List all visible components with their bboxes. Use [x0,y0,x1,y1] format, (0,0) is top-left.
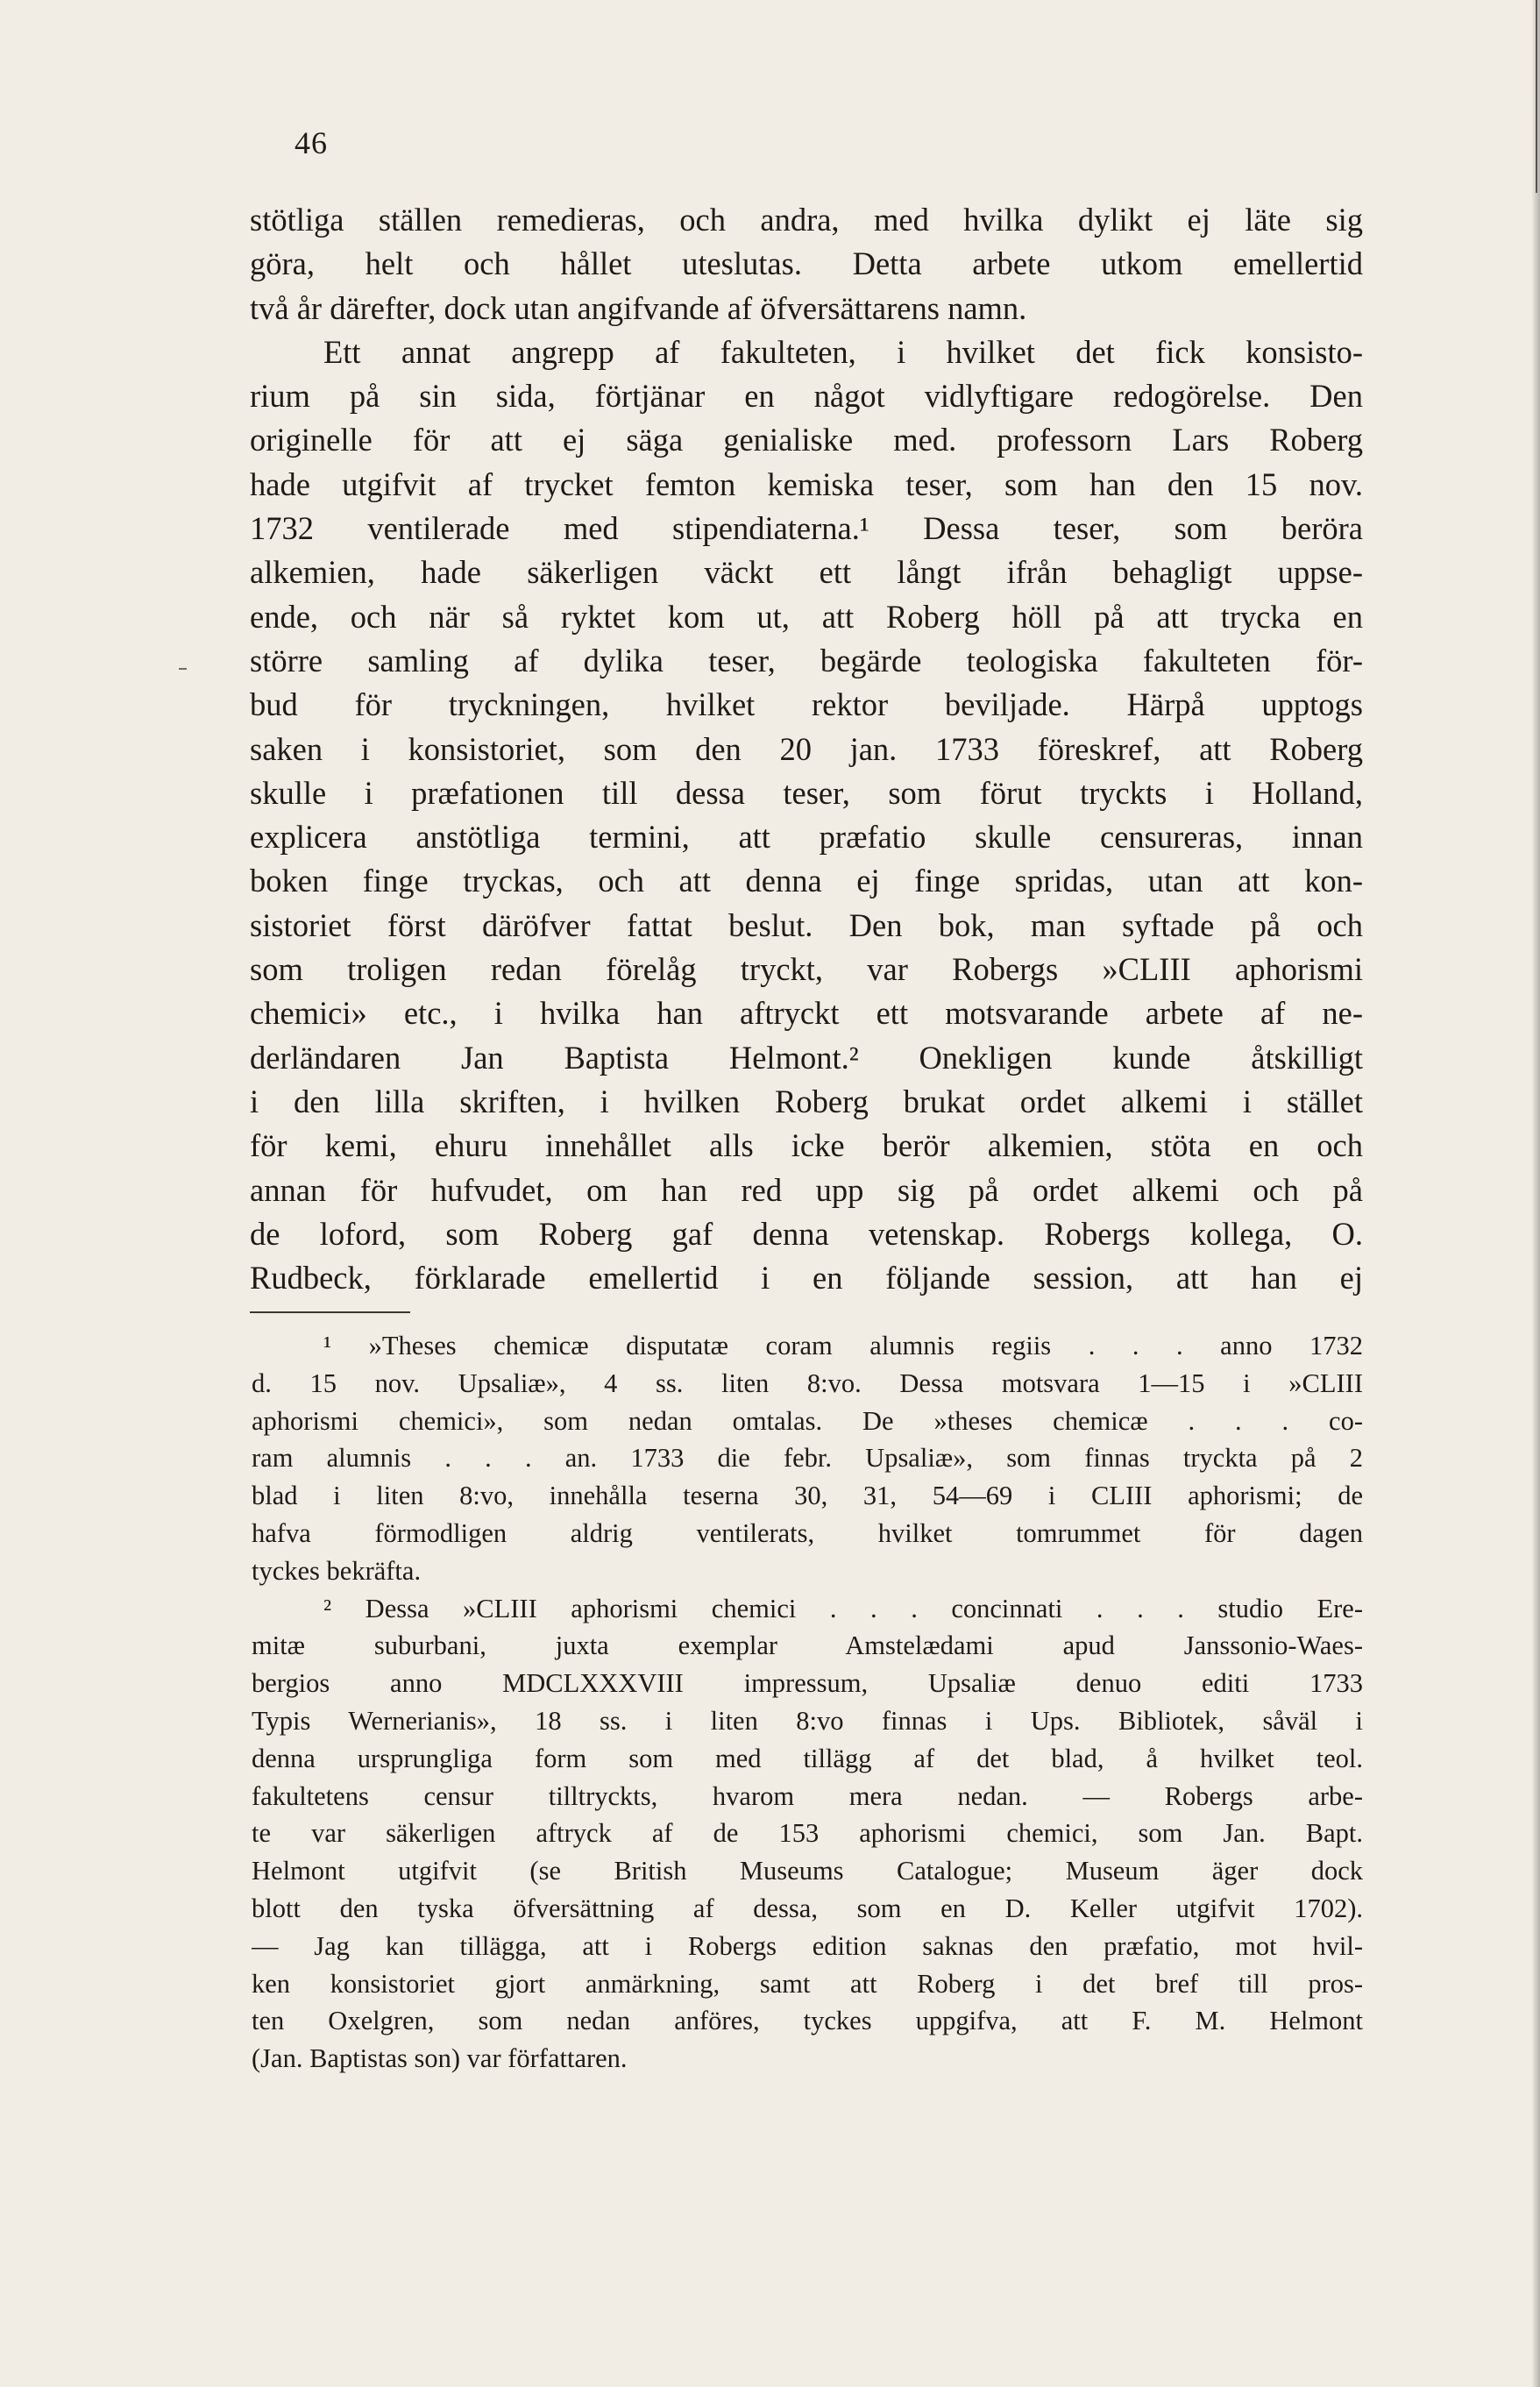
body-line: de loford, som Roberg gaf denna vetenskap. Robergs kollega, O. [250,1215,1363,1252]
body-line: originelle för att ej säga genialiske med. professorn Lars Roberg [250,422,1363,458]
footnote-line: mitæ suburbani, juxta exemplar Amstelædami apud Janssonio-Waes- [252,1630,1363,1661]
page-edge-line [1536,0,1537,193]
body-line: 1732 ventilerade med stipendiaterna.¹ Dessa teser, som beröra [250,510,1363,547]
margin-mark [179,668,187,670]
body-line: bud för tryckningen, hvilket rektor beviljade. Härpå upptogs [250,686,1363,723]
body-line: större samling af dylika teser, begärde teologiska fakulteten för- [250,642,1363,678]
body-line: chemici» etc., i hvilka han aftryckt ett motsvarande arbete af ne- [250,995,1363,1032]
footnote-line: ² Dessa »CLIII aphorismi chemici . . . concinnati . . . studio Ere- [323,1593,1363,1623]
page-number: 46 [295,125,328,160]
body-line: alkemien, hade säkerligen väckt ett långt ifrån behagligt uppse- [250,554,1363,591]
footnote-line: Typis Wernerianis», 18 ss. i liten 8:vo finnas i Ups. Bibliotek, såväl i [252,1705,1363,1736]
body-line: derländaren Jan Baptista Helmont.² Onekligen kunde åtskilligt [250,1039,1363,1076]
footnote-line: hafva förmodligen aldrig ventilerats, hvilket tomrummet för dagen [252,1517,1363,1548]
body-line: hade utgifvit af trycket femton kemiska teser, som han den 15 nov. [250,465,1363,502]
footnote-line: te var säkerligen aftryck af de 153 aphorismi chemici, som Jan. Bapt. [252,1818,1363,1849]
body-line: saken i konsistoriet, som den 20 jan. 1733 föreskref, att Roberg [250,730,1363,767]
body-line: sistoriet först däröfver fattat beslut. Den bok, man syftade på och [250,906,1363,943]
body-line: rium på sin sida, förtjänar en något vidlyftigare redogörelse. Den [250,378,1363,415]
page-edge-shadow [1531,0,1540,2387]
footnote-line: tyckes bekräfta. [252,1555,422,1586]
body-line: skulle i præfationen till dessa teser, som förut tryckts i Holland, [250,774,1363,811]
footnote-line: bergios anno MDCLXXXVIII impressum, Upsaliæ denuo editi 1733 [252,1668,1363,1699]
footnote-line: ten Oxelgren, som nedan anföres, tyckes uppgifva, att F. M. Helmont [252,2006,1363,2036]
pencil-underline [250,1311,410,1313]
body-line: stötliga ställen remedieras, och andra, med hvilka dylikt ej läte sig [250,202,1363,238]
footnote-line: fakultetens censur tilltryckts, hvarom mera nedan. — Robergs arbe- [252,1780,1363,1811]
footnote-line: Helmont utgifvit (se British Museums Catalogue; Museum äger dock [252,1856,1363,1886]
body-line: som troligen redan förelåg tryckt, var Robergs »CLIII aphorismi [250,951,1363,988]
footnote-line: aphorismi chemici», som nedan omtalas. De »theses chemicæ . . . co- [252,1405,1363,1436]
footnote-line: (Jan. Baptistas son) var författaren. [252,2043,628,2074]
body-line: boken finge tryckas, och att denna ej finge spridas, utan att kon- [250,863,1363,899]
footnote-line: ken konsistoriet gjort anmärkning, samt att Roberg i det bref till pros- [252,1968,1363,1999]
body-text [250,198,1363,1300]
footnote-line: d. 15 nov. Upsaliæ», 4 ss. liten 8:vo. Dessa motsvara 1—15 i »CLIII [252,1368,1363,1398]
footnote-line: ¹ »Theses chemicæ disputatæ coram alumnis regiis . . . anno 1732 [323,1331,1363,1360]
body-line: Ett annat angrepp af fakulteten, i hvilket det fick konsisto- [323,333,1363,370]
footnote-line: blott den tyska öfversättning af dessa, som en D. Keller utgifvit 1702). [252,1893,1363,1923]
body-line: för kemi, ehuru innehållet alls icke berör alkemien, stöta en och [250,1127,1363,1164]
body-line: i den lilla skriften, i hvilken Roberg brukat ordet alkemi i stället [250,1083,1363,1119]
body-line: Rudbeck, förklarade emellertid i en följande session, att han ej [250,1260,1363,1297]
body-line: annan för hufvudet, om han red upp sig på ordet alkemi och på [250,1171,1363,1208]
body-line: explicera anstötliga termini, att præfatio skulle censureras, innan [250,819,1363,856]
body-line: ende, och när så ryktet kom ut, att Roberg höll på att trycka en [250,598,1363,635]
footnote-line: denna ursprungliga form som med tillägg af det blad, å hvilket teol. [252,1743,1363,1773]
body-line: göra, helt och hållet uteslutas. Detta arbete utkom emellertid [250,245,1363,282]
footnote-line: ram alumnis . . . an. 1733 die febr. Upsaliæ», som finnas tryckta på 2 [252,1443,1363,1474]
footnotes [252,1327,1363,2078]
footnote-line: — Jag kan tillägga, att i Robergs edition saknas den præfatio, mot hvil- [252,1930,1363,1961]
body-line: två år därefter, dock utan angifvande af öfversättarens namn. [250,289,1027,326]
footnote-line: blad i liten 8:vo, innehålla teserna 30, 31, 54—69 i CLIII aphorismi; de [252,1481,1363,1511]
